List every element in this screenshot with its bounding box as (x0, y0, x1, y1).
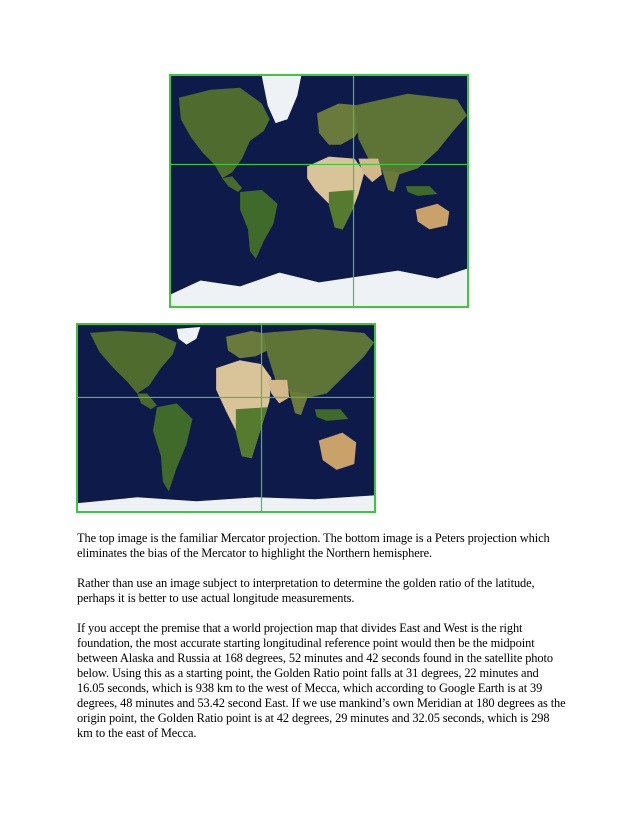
body-text (77, 531, 567, 756)
mercator-map-image (169, 74, 469, 308)
paragraph-projections: The top image is the familiar Mercator projection. The bottom image is a Peters projection which eliminates the bias of the Mercator to highlight the Northern hemisphere. (77, 531, 550, 560)
peters-map-image (76, 323, 376, 513)
paragraph-longitude: Rather than use an image subject to interpretation to determine the golden ratio of the latitude, perhaps it is better to use actual longitude measurements. (77, 576, 535, 605)
mercator-map-graphic (171, 76, 467, 306)
peters-map-graphic (78, 325, 374, 511)
paragraph-golden-ratio: If you accept the premise that a world projection map that divides East and West is the right foundation, the most accurate starting longitudinal reference point would then be the midpoint between Alaska and Russia at 168 degrees, 52 minutes and 42 seconds found in the satellite photo below. Using this as a starting point, the Golden Ratio point falls at 31 degrees, 22 minutes and 16.05 seconds, which is 938 km to the west of Mecca, which according to Google Earth is at 39 degrees, 48 minutes and 53.42 second East. If we use mankind’s own Meridian at 180 degrees as the origin point, the Golden Ratio point is at 42 degrees, 29 minutes and 32.05 seconds, which is 298 km to the east of Mecca. (77, 621, 566, 740)
